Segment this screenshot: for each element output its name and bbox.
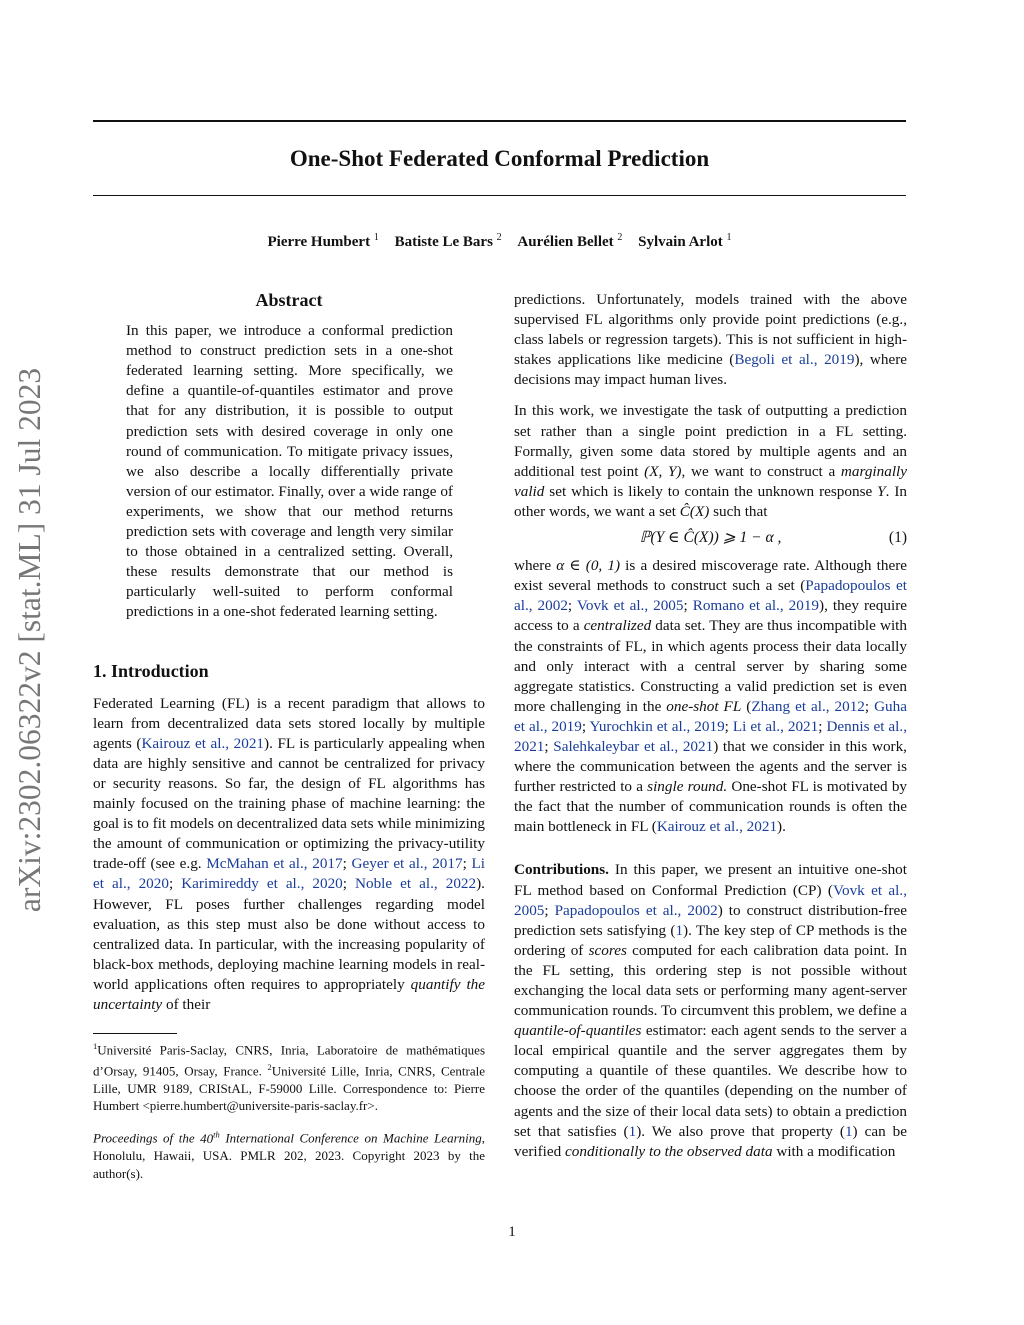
citation-link[interactable]: Noble et al., 2022 xyxy=(355,875,477,893)
citation-link[interactable]: Dennis et al., 2021 xyxy=(514,717,907,755)
citation-link[interactable]: Vovk et al., 2005 xyxy=(514,881,907,919)
left-column xyxy=(93,290,485,1182)
equation-ref-link[interactable]: 1 xyxy=(628,1122,637,1140)
citation-link[interactable]: McMahan et al., 2017 xyxy=(206,855,343,873)
citation-link[interactable]: Papadopoulos et al., 2002 xyxy=(514,577,907,615)
author: Sylvain Arlot $^1$ xyxy=(638,232,732,250)
paragraph: where α ∈ (0, 1) is a desired miscoverage rate. Although there exist several methods to construct such a set (Papadopoulos et al., 2002; Vovk et al., 2005; Romano et al., 2019), they require access to a centralized data set. They are thus incompatible with the constraints of FL, in which agents process their data locally and only interact with a central server by sharing some aggregate statistics. Constructing a valid prediction set is even more challenging in the one-shot FL (Zhang et al., 2012; Guha et al., 2019; Yurochkin et al., 2019; Li et al., 2021; Dennis et al., 2021; Salehkaleybar et al., 2021) that we consider in this work, where the communication between the agents and the server is further restricted to a single round. One-shot FL is motivated by the fact that the number of communication rounds is often the main bottleneck in FL (Kairouz et al., 2021). xyxy=(514,557,908,836)
equation-ref-link[interactable]: 1 xyxy=(844,1122,853,1140)
citation-link[interactable]: Geyer et al., 2017 xyxy=(351,855,463,873)
title-rule-bottom xyxy=(93,195,906,196)
citation-link[interactable]: Yurochkin et al., 2019 xyxy=(589,717,725,735)
citation-link[interactable]: Papadopoulos et al., 2002 xyxy=(554,901,718,919)
equation-number: (1) xyxy=(888,529,907,547)
contributions-paragraph: Contributions. In this paper, we present an intuitive one-shot FL method based on Conformal Prediction (CP) (Vovk et al., 2005; Papadopoulos et al., 2002) to construct distribution-free prediction sets satisfying (1). The key step of CP methods is the ordering of scores computed for each calibration data point. In the FL setting, this ordering step is not possible without exchanging the local data sets or performing many agent-server communication rounds. To circumvent this problem, we define a quantile-of-quantiles estimator: each agent sends to the server a local empirical quantile and the server aggregates them by computing a quantile of these quantiles. We describe how to choose the order of the quantiles (depending on the number of agents and the size of their local data sets) to obtain a prediction set that satisfies (1). We also prove that property (1) can be verified conditionally to the observed data with a modification xyxy=(514,861,908,1160)
citation-link[interactable]: Karimireddy et al., 2020 xyxy=(181,875,343,893)
arxiv-stamp: arXiv:2302.06322v2 [stat.ML] 31 Jul 2023 xyxy=(12,367,47,913)
citation-link[interactable]: Romano et al., 2019 xyxy=(692,597,820,615)
section-heading-introduction: 1. Introduction xyxy=(93,660,209,681)
equation-ref-link[interactable]: 1 xyxy=(675,921,684,939)
equation-1: ℙ(Y ∈ Ĉ(X)) ⩾ 1 − α , (1) xyxy=(514,528,907,548)
citation-link[interactable]: Kairouz et al., 2021 xyxy=(656,818,778,836)
footnote-rule xyxy=(93,1033,177,1034)
citation-link[interactable]: Vovk et al., 2005 xyxy=(576,597,684,615)
citation-link[interactable]: Guha et al., 2019 xyxy=(514,697,907,735)
abstract-heading: Abstract xyxy=(255,290,323,310)
citation-link[interactable]: Salehkaleybar et al., 2021 xyxy=(553,737,714,755)
page-number: 1 xyxy=(508,1224,516,1240)
citation-link[interactable]: Li et al., 2021 xyxy=(732,717,819,735)
page-title: One-Shot Federated Conformal Prediction xyxy=(289,146,710,171)
paragraph: In this work, we investigate the task of outputting a prediction set rather than a single point prediction in a FL setting. Formally, given some data stored by multiple agents and an additional test point (X, Y), we want to construct a marginally valid set which is likely to contain the unknown response Y. In other words, we want a set Ĉ(X) such that xyxy=(514,402,908,520)
paragraph: predictions. Unfortunately, models trained with the above supervised FL algorithms only provide point predictions (e.g., class labels or regression targets). This is not sufficient in high-stakes applications like medicine (Begoli et al., 2019), where decisions may impact human lives. xyxy=(514,291,908,389)
right-column xyxy=(514,290,907,1162)
citation-link[interactable]: Li et al., 2020 xyxy=(93,855,485,893)
intro-paragraph: Federated Learning (FL) is a recent paradigm that allows to learn from decentralized data sets stored locally by multiple agents (Kairouz et al., 2021). FL is particularly appealing when data are highly sensitive and cannot be centralized for privacy or security reasons. So far, the design of FL algorithms has mainly focused on the training phase of machine learning: the goal is to fit models on decentralized data sets while minimizing the amount of communication or optimizing the privacy-utility trade-off (see e.g. McMahan et al., 2017; Geyer et al., 2017; Li et al., 2020; Karimireddy et al., 2020; Noble et al., 2022). However, FL poses further challenges regarding model evaluation, as this step must also be done without access to centralized data. In particular, with the increasing popularity of black-box methods, deploying machine learning models in real-world applications often requires to appropriately quantify the uncertainty of their xyxy=(93,694,486,1013)
title-rule-top xyxy=(93,120,906,122)
citation-link[interactable]: Begoli et al., 2019 xyxy=(734,351,855,369)
author: Pierre Humbert $^1$ xyxy=(267,232,379,250)
proceedings-note: Proceedings of the 40th International Conference on Machine Learning, Honolulu, Hawaii, USA. PMLR 202, 2023. Copyright 2023 by the author(s). xyxy=(93,1129,485,1181)
affiliation-footnote: $^1$Université Paris-Saclay, CNRS, Inria, Laboratoire de mathématiques d’Orsay, 91405, Orsay, France. $^2$Université Lille, Inria, CNRS, Centrale Lille, UMR 9189, CRIStAL, F-59000 Lille. Correspondence to: Pierre Humbert <pierre.humbert@universite-paris-saclay.fr>. xyxy=(93,1041,485,1113)
author-list xyxy=(93,232,906,251)
citation-link[interactable]: Kairouz et al., 2021 xyxy=(141,734,265,752)
author: Batiste Le Bars $^2$ xyxy=(394,232,502,250)
abstract-text: In this paper, we introduce a conformal prediction method to construct prediction sets in a one-shot federated learning setting. More specifically, we define a quantile-of-quantiles estimator and prove that for any distribution, it is possible to output prediction sets with desired coverage in only one round of communication. To mitigate privacy issues, we also describe a locally differentially private version of our estimator. Finally, over a wide range of experiments, we show that our method returns prediction sets with coverage and length very similar to those obtained in a centralized setting. Overall, these results demonstrate that our method is particularly well-suited to perform conformal predictions in a one-shot federated learning setting. xyxy=(126,322,453,621)
citation-link[interactable]: Zhang et al., 2012 xyxy=(751,697,865,715)
author: Aurélien Bellet $^2$ xyxy=(517,232,623,250)
